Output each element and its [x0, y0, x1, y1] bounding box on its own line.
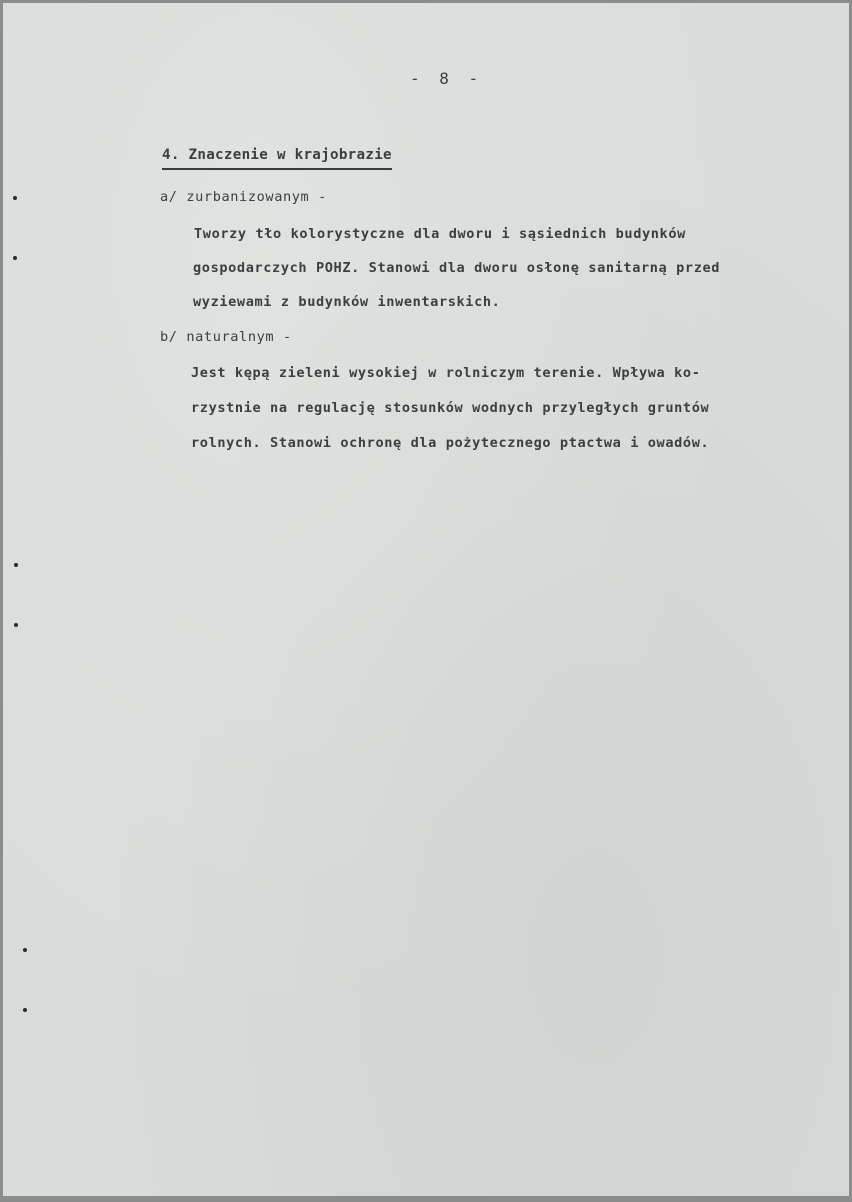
- binder-hole-mark: [14, 563, 18, 567]
- section-heading: 4. Znaczenie w krajobrazie: [162, 148, 392, 170]
- subsection-b-label: b/ naturalnym -: [160, 329, 292, 345]
- subsection-a-label: a/ zurbanizowanym -: [160, 189, 327, 205]
- binder-hole-mark: [23, 948, 27, 952]
- binder-hole-mark: [14, 623, 18, 627]
- binder-hole-mark: [13, 196, 17, 200]
- binder-hole-mark: [13, 256, 17, 260]
- subsection-a-line: Tworzy tło kolorystyczne dla dworu i sąsiednich budynków: [194, 226, 686, 242]
- binder-hole-mark: [23, 1008, 27, 1012]
- page-number: - 8 -: [410, 69, 484, 88]
- document-page: [3, 3, 849, 1196]
- subsection-b-line: rolnych. Stanowi ochronę dla pożytecznego ptactwa i owadów.: [191, 435, 710, 451]
- subsection-b-line: Jest kępą zieleni wysokiej w rolniczym terenie. Wpływa ko-: [191, 365, 701, 381]
- subsection-b-line: rzystnie na regulację stosunków wodnych przyległych gruntów: [191, 400, 710, 416]
- subsection-a-line: gospodarczych POHZ. Stanowi dla dworu osłonę sanitarną przed: [193, 260, 721, 276]
- subsection-a-line: wyziewami z budynków inwentarskich.: [193, 294, 501, 310]
